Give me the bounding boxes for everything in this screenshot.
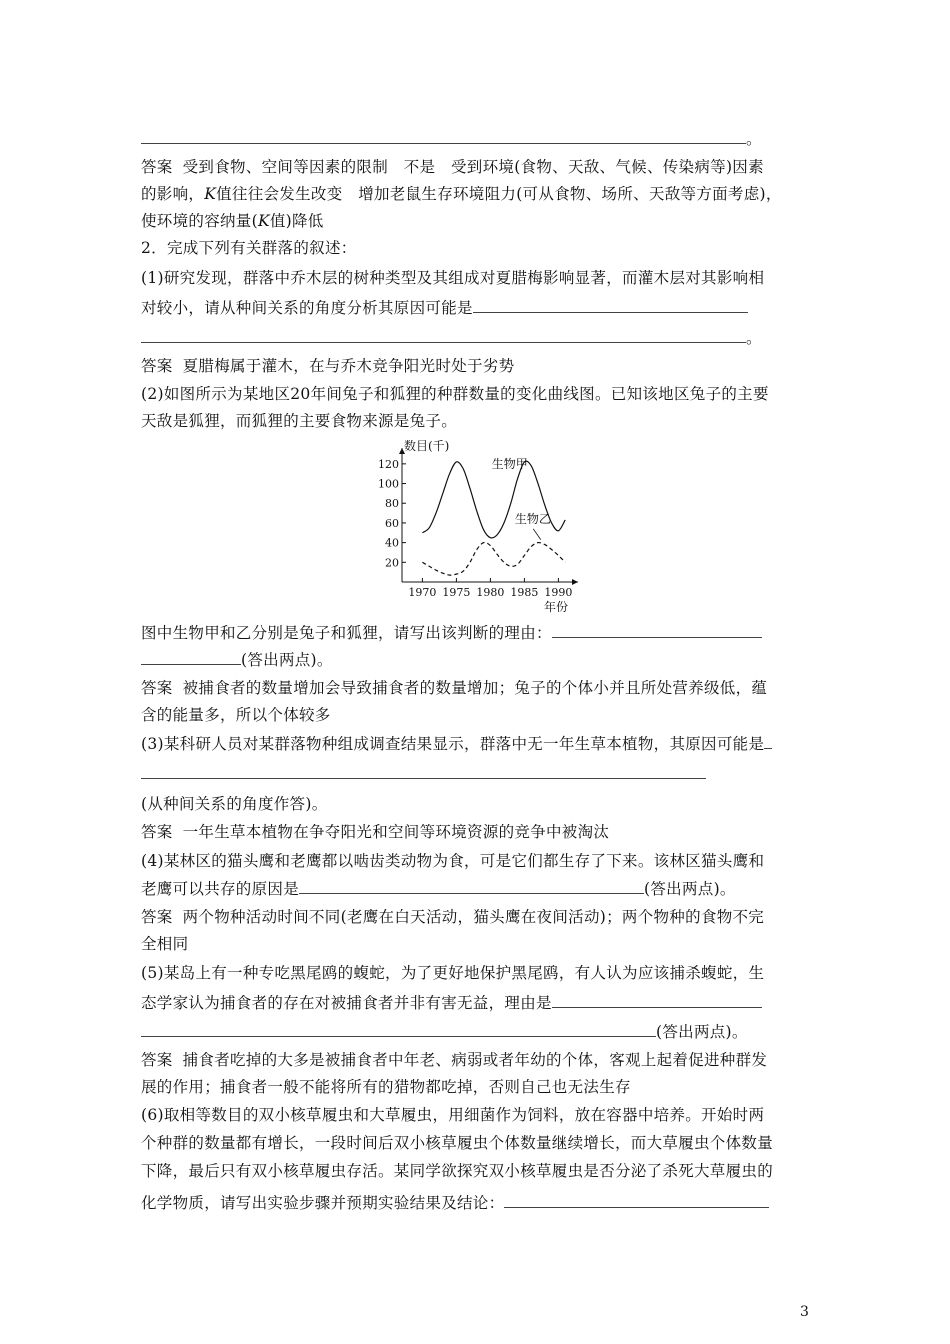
question-text: (6)取相等数目的双小核草履虫和大草履虫，用细菌作为饲料，放在容器中培养。开始时两 — [141, 1106, 765, 1124]
question-text: 天敌是狐狸，而狐狸的主要食物来源是兔子。 — [141, 412, 458, 430]
y-tick-label: 100 — [378, 477, 399, 491]
question-text: (答出两点)。 — [141, 649, 821, 671]
y-tick-label: 20 — [385, 556, 399, 570]
x-tick-label: 1985 — [510, 586, 539, 599]
answer-line: 使环境的容纳量(K值)降低 — [141, 212, 324, 230]
question-text: 图中生物甲和乙分别是兔子和狐狸，请写出该判断的理由： — [141, 622, 821, 644]
series-label-1: 生物甲 — [491, 456, 528, 471]
question-text: 老鹰可以共存的原因是 (答出两点)。 — [141, 880, 736, 898]
series-line-1 — [422, 461, 565, 538]
answer-line: 答案 被捕食者的数量增加会导致捕食者的数量增加；兔子的个体小并且所处营养级低，蕴 — [141, 679, 768, 697]
question-text: (5)某岛上有一种专吃黑尾鸥的蝮蛇，为了更好地保护黑尾鸥，有人认为应该捕杀蝮蛇，生 — [141, 964, 765, 982]
answer-blank[interactable] — [299, 879, 644, 894]
answer-line: 全相同 — [141, 935, 189, 953]
answer-blank[interactable] — [552, 993, 762, 1008]
answer-line: 的影响，K值往往会发生改变 增加老鼠生存环境阻力(可从食物、场所、天敌等方面考虑)， — [141, 185, 782, 203]
question-text: (答出两点)。 — [141, 1021, 821, 1043]
answer-blank-line: 。 — [141, 128, 821, 150]
series-label-leader — [533, 529, 540, 540]
question-text: (2)如图所示为某地区20年间兔子和狐狸的种群数量的变化曲线图。已知该地区兔子的主要 — [141, 385, 769, 403]
question-text: 下降，最后只有双小核草履虫存活。某同学欲探究双小核草履虫是否分泌了杀死大草履虫的 — [141, 1162, 774, 1180]
x-tick-label: 1980 — [476, 586, 505, 599]
answer-line: 含的能量多，所以个体较多 — [141, 706, 331, 724]
y-axis-label: 数目(千) — [404, 439, 450, 453]
x-axis-label: 年份 — [544, 600, 569, 614]
answer-blank-line — [141, 763, 821, 785]
answer-blank[interactable] — [504, 1193, 769, 1208]
answer-blank[interactable] — [473, 298, 748, 313]
page-number: 3 — [800, 1304, 809, 1320]
y-tick-label: 40 — [385, 536, 399, 550]
x-tick-label: 1990 — [544, 586, 573, 599]
question-text: 对较小，请从种间关系的角度分析其原因可能是 — [141, 297, 821, 319]
y-tick-label: 80 — [385, 497, 399, 511]
answer-line: 答案 捕食者吃掉的大多是被捕食者中年老、病弱或者年幼的个体，客观上起着促进种群发 — [141, 1051, 768, 1069]
question-text: 化学物质，请写出实验步骤并预期实验结果及结论： — [141, 1192, 821, 1214]
answer-line: 答案 夏腊梅属于灌木，在与乔木竞争阳光时处于劣势 — [141, 357, 515, 375]
answer-line: 答案 受到食物、空间等因素的限制 不是 受到环境(食物、天敌、气候、传染病等)因素 — [141, 158, 764, 176]
question-text: (3)某科研人员对某群落物种组成调查结果显示，群落中无一年生草本植物，其原因可能是 — [141, 733, 821, 755]
question-text: 个种群的数量都有增长，一段时间后双小核草履虫个体数量继续增长，而大草履虫个体数量 — [141, 1134, 774, 1152]
series-label-2: 生物乙 — [514, 511, 551, 526]
y-tick-label: 120 — [378, 457, 399, 471]
question-text: (4)某林区的猫头鹰和老鹰都以啮齿类动物为食，可是它们都生存了下来。该林区猫头鹰和 — [141, 852, 765, 870]
question-text: (从种间关系的角度作答)。 — [141, 795, 328, 813]
question-text: (1)研究发现，群落中乔木层的树种类型及其组成对夏腊梅影响显著，而灌木层对其影响相 — [141, 269, 765, 287]
answer-line: 展的作用；捕食者一般不能将所有的猎物都吃掉，否则自己也无法生存 — [141, 1078, 631, 1096]
x-tick-label: 1975 — [442, 586, 471, 599]
question-text: 态学家认为捕食者的存在对被捕食者并非有害无益，理由是 — [141, 992, 821, 1014]
answer-line: 答案 一年生草本植物在争夺阳光和空间等环境资源的竞争中被淘汰 — [141, 823, 610, 841]
answer-blank[interactable] — [552, 623, 762, 638]
answer-blank[interactable] — [141, 650, 241, 665]
answer-blank-line: 。 — [141, 327, 821, 349]
y-tick-label: 60 — [385, 516, 399, 530]
question-heading: 2．完成下列有关群落的叙述： — [141, 239, 357, 257]
x-tick-label: 1970 — [408, 586, 437, 599]
answer-line: 答案 两个物种活动时间不同(老鹰在白天活动，猫头鹰在夜间活动)；两个物种的食物不完 — [141, 908, 765, 926]
series-line-2 — [422, 542, 565, 575]
population-chart — [360, 436, 600, 614]
